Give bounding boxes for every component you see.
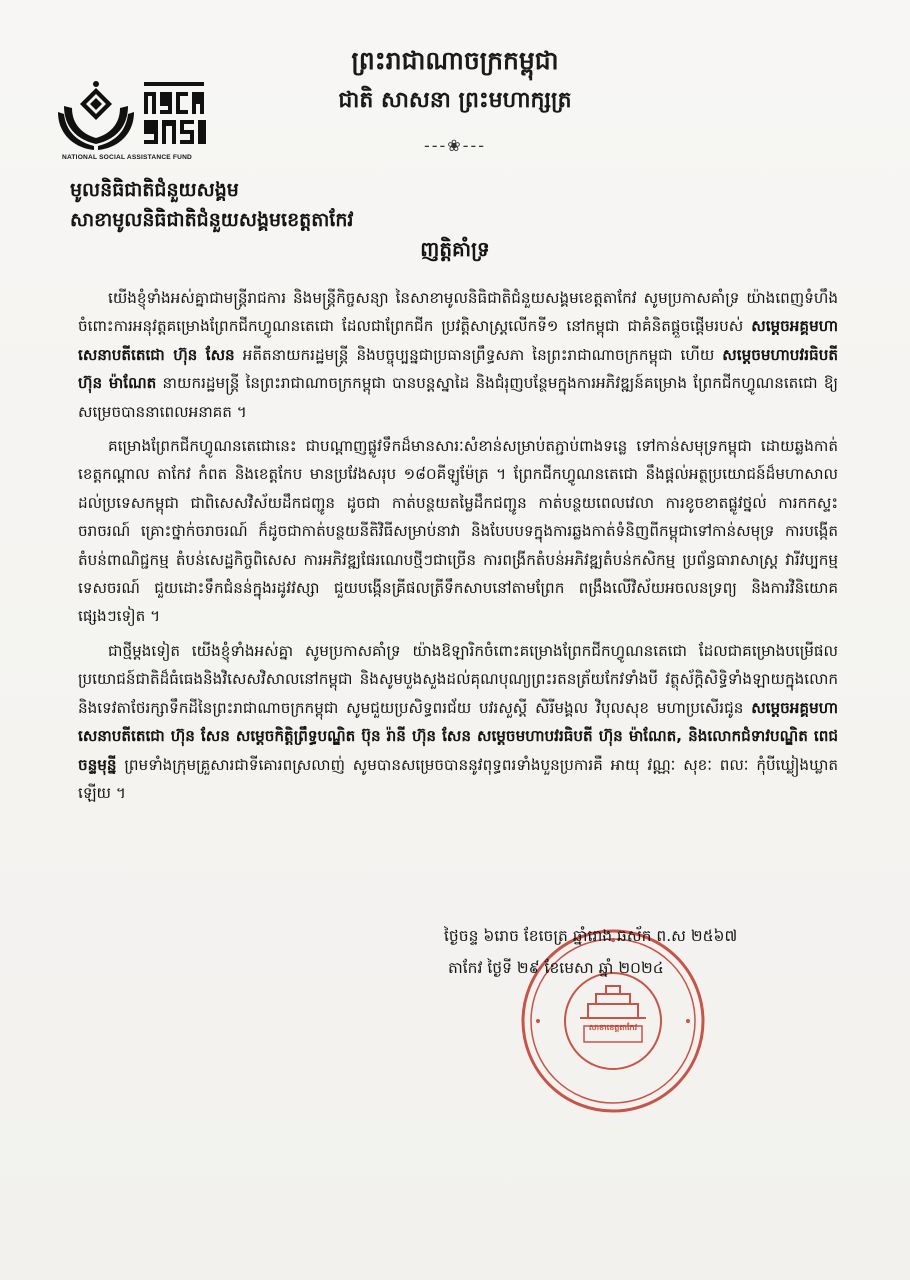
document-title: ញត្តិគាំទ្រ xyxy=(420,237,490,261)
document-body xyxy=(78,284,838,813)
paragraph xyxy=(78,637,838,807)
paragraph-text: ជាថ្មីម្តងទៀត យើងខ្ញុំទាំងអស់គ្នា សូមប្រកាសគាំទ្រ យ៉ាងឱឡារិកចំពោះគម្រោងព្រែកជីកហ្វូណនតេជោ ដែលជាគម្រោងបម្រើផលប្រយោជន៍ជាតិដ៏ធំធេងនិងវិសេសវិសាលនៅកម្ពុជា និងសូមបួងសួងដល់គុណបុណ្យព្រះរតនត្រ័យកែវទាំងបី វត្ថុស័ក្តិសិទ្ធិទាំងឡាយក្នុងលោក និងទេវតាថែរក្សាទឹកដីនៃព្រះរាជាណាចក្រកម្ពុជា សូមជួយប្រសិទ្ធពរជ័យ បវរសួស្តី សិរីមង្គល វិបុលសុខ មហាប្រសើរជូន xyxy=(78,641,838,717)
seal-center-text: សាខាខេត្តតាកែវ xyxy=(588,1023,638,1032)
date-block xyxy=(444,920,864,984)
bold-name-text: សម្តេចអគ្គមហាសេនាបតីតេជោ ហ៊ុន សែន សម្តេចកិត្តិព្រឹទ្ធបណ្ឌិត ប៊ុន រ៉ានី ហ៊ុន សែន សម្តេចមហាបវរធិបតី ហ៊ុន ម៉ាណែត, និងលោកជំទាវបណ្ឌិត ពេជ ចន្ទមុន្នី xyxy=(78,698,838,774)
bold-name-text: សម្តេចអគ្គមហាសេនាបតីតេជោ ហ៊ុន សែន xyxy=(78,317,838,364)
logo-caption: NATIONAL SOCIAL ASSISTANCE FUND xyxy=(62,154,193,161)
paragraph-text: អតីតនាយករដ្ឋមន្ត្រី និងបច្ចុប្បន្នជាប្រធានព្រឹទ្ធសភា នៃព្រះរាជាណាចក្រកម្ពុជា ហើយ xyxy=(234,345,723,364)
header-ornament: ---❀--- xyxy=(423,136,487,155)
organization-name: មូលនិធិជាតិជំនួយសង្គម xyxy=(70,179,239,201)
lunar-date: ថ្ងៃចន្ទ ៦រោច ខែចេត្រ ឆ្នាំរោង ឆស័ក ព.ស ២៥៦៧ xyxy=(444,927,738,945)
paragraph xyxy=(78,432,838,631)
paragraph-text: ព្រមទាំងក្រុមគ្រួសារជាទីគោរពស្រលាញ់ សូមបានសម្រេចបាននូវពុទ្ធពរទាំងបួនប្រការគឺ អាយុ វណ្ណៈ សុខៈ ពលៈ កុំបីឃ្លៀងឃ្លាតឡើយ ។ xyxy=(78,755,838,802)
hands-holding-heart-logo-icon xyxy=(52,78,220,154)
kingdom-motto-line1: ព្រះរាជាណាចក្រកម្ពុជា xyxy=(351,46,559,75)
bold-name-text: សម្តេចមហាបវរធិបតី ហ៊ុន ម៉ាណែត xyxy=(78,345,838,393)
paragraph xyxy=(78,284,838,426)
paragraph-text: យើងខ្ញុំទាំងអស់គ្នាជាមន្ត្រីរាជការ និងមន្ត្រីកិច្ចសន្យា នៃសាខាមូលនិធិជាតិជំនួយសង្គមខេត្តតាកែវ សូមប្រកាសគាំទ្រ យ៉ាងពេញទំហឹង ចំពោះការអនុវត្តគម្រោងព្រែកជីកហ្វូណនតេជោ ដែលជាព្រែកជីក ប្រវត្តិសាស្ត្រលើកទី១ នៅកម្ពុជា ជាគំនិតផ្តួចផ្តើមរបស់ xyxy=(78,289,838,336)
solar-date: តាកែវ ថ្ងៃទី ២៩ ខែមេសា ឆ្នាំ ២០២៤ xyxy=(448,959,664,977)
kingdom-motto-line2: ជាតិ សាសនា ព្រះមហាក្សត្រ xyxy=(338,87,572,113)
nsaf-logo xyxy=(52,78,220,170)
paragraph-text: នាយករដ្ឋមន្ត្រី នៃព្រះរាជាណាចក្រកម្ពុជា បានបន្តស្នាដៃ និងជំរុញបន្ថែមក្នុងការអភិវឌ្ឍន៍គម្រោង ព្រែកជីកហ្វូណនតេជោ ឱ្យសម្រេចបាននាពេលអនាគត ។ xyxy=(78,374,838,421)
paragraph-text: គម្រោងព្រែកជីកហ្វូណនតេជោនេះ ជាបណ្តាញផ្លូវទឹកដ៏មានសារៈសំខាន់សម្រាប់តភ្ជាប់ពាងទន្លេ ទៅកាន់សមុទ្រកម្ពុជា ដោយឆ្លងកាត់ខេត្តកណ្តាល តាកែវ កំពត និងខេត្តកែប មានប្រវែងសរុប ១៨០គីឡូម៉ែត្រ ។ ព្រែកជីកហ្វូណនតេជោ នឹងផ្តល់អត្ថប្រយោជន៍ដ៏មហាសាលដល់ប្រទេសកម្ពុជា ជាពិសេសវិស័យដឹកជញ្ជូន ដូចជា កាត់បន្ថយតម្លៃដឹកជញ្ជូន កាត់បន្ថយពេលវេលា ការខូចខាតផ្លូវថ្នល់ ការកកស្ទះចរាចរណ៍ គ្រោះថ្នាក់ចរាចរណ៍ ក៏ដូចជាកាត់បន្ថយនីតិវិធីសម្រាប់នាវា និងបែបបទក្នុងការឆ្លងកាត់ទំនិញពីកម្ពុជាទៅកាន់សមុទ្រ ការបង្កើតតំបន់ពាណិជ្ជកម្ម តំបន់សេដ្ឋកិច្ចពិសេស ការអភិវឌ្ឍផែរណេបថ្មីៗជាច្រើន ការពង្រីកតំបន់អភិវឌ្ឍតំបន់កសិកម្ម ប្រព័ន្ធធារាសាស្ត្រ វារីវប្បកម្ម ទេសចរណ៍ ជួយដោះទឹកជំនន់ក្នុងរដូវវស្សា ជួយបង្កើនគ្រីផលត្រីទឹកសាបនៅតាមព្រែក ពង្រឹងលើវិស័យអចលនទ្រព្យ និងការវិនិយោគផ្សេងៗទៀត ។ xyxy=(78,437,838,626)
organization-branch: សាខាមូលនិធិជាតិជំនួយសង្គមខេត្តតាកែវ xyxy=(70,209,354,231)
